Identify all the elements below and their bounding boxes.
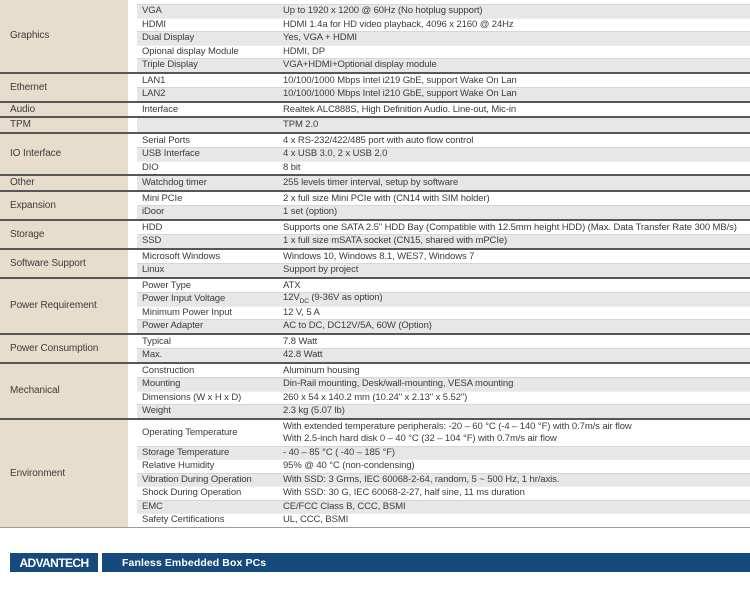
spec-value: 255 levels timer interval, setup by software [283, 177, 459, 189]
spec-value: $12V_{DC}$ (9-36V as option) [283, 292, 383, 306]
category-cell: Audio [0, 103, 128, 117]
advantech-logo [10, 553, 98, 572]
column-gap [128, 192, 137, 219]
spec-label: Opional display Module [142, 45, 239, 57]
category-cell: TPM [0, 118, 128, 132]
table-row [137, 118, 750, 132]
spec-section [0, 192, 750, 221]
spec-value: Aluminum housing [283, 364, 360, 376]
column-gap [128, 103, 137, 117]
spec-value: 7.8 Watt [283, 335, 318, 347]
table-row [137, 161, 750, 175]
spec-value: With SSD: 3 Grms, IEC 60068-2-64, random, 5 ~ 500 Hz, 1 hr/axis. [283, 473, 560, 485]
table-row [137, 319, 750, 333]
spec-label: LAN2 [142, 88, 166, 100]
spec-label: Watchdog timer [142, 177, 207, 189]
spec-value: Up to 1920 x 1200 @ 60Hz (No hotplug support) [283, 5, 483, 17]
spec-label: Serial Ports [142, 134, 190, 146]
category-cell: Environment [0, 420, 128, 527]
table-row [137, 404, 750, 418]
table-row [137, 134, 750, 148]
table-row [137, 306, 750, 320]
spec-value: CE/FCC Class B, CCC, BSMI [283, 500, 406, 512]
category-cell: Expansion [0, 192, 128, 219]
column-gap [128, 335, 137, 362]
table-row [137, 4, 750, 18]
category-cell: Mechanical [0, 364, 128, 418]
spec-label: Mini PCIe [142, 192, 183, 204]
spec-value: Support by project [283, 264, 359, 276]
spec-label: Mounting [142, 378, 181, 390]
spec-value: 42.8 Watt [283, 349, 323, 361]
column-gap [128, 279, 137, 333]
spec-section [0, 420, 750, 528]
column-gap [128, 134, 137, 175]
table-row [137, 335, 750, 349]
table-row [137, 279, 750, 293]
table-row [137, 221, 750, 235]
table-row [137, 31, 750, 45]
spec-section [0, 0, 750, 74]
column-gap [128, 0, 137, 72]
spec-label: USB Interface [142, 148, 200, 160]
spec-label: Dimensions (W x H x D) [142, 391, 242, 403]
spec-label: Interface [142, 103, 179, 115]
spec-label: Power Input Voltage [142, 293, 226, 305]
spec-value: 1 set (option) [283, 206, 338, 218]
spec-label: Storage Temperature [142, 446, 230, 458]
spec-section [0, 74, 750, 103]
spec-section [0, 250, 750, 279]
table-row [137, 391, 750, 405]
footer-title-bar [102, 553, 750, 572]
category-cell: Storage [0, 221, 128, 248]
spec-value: With SSD: 30 G, IEC 60068-2-27, half sine, 11 ms duration [283, 487, 525, 499]
spec-label: Typical [142, 335, 171, 347]
spec-label: Power Type [142, 279, 191, 291]
table-row [137, 74, 750, 88]
spec-value: With extended temperature peripherals: -20 – 60 °C (-4 – 140 °F) with 0.7m/s air flow With 2.5-inch hard disk 0 – 40 °C (32 – 104 °F) with 0.7m/s air flow [283, 421, 632, 444]
footer-bar [0, 553, 750, 572]
table-row [137, 446, 750, 460]
spec-value: Windows 10, Windows 8.1, WES7, Windows 7 [283, 250, 475, 262]
table-row [137, 459, 750, 473]
spec-section [0, 134, 750, 177]
spec-value: HDMI, DP [283, 45, 325, 57]
spec-label: DIO [142, 161, 159, 173]
table-row [137, 263, 750, 277]
spec-value: 95% @ 40 °C (non-condensing) [283, 460, 415, 472]
table-row [137, 348, 750, 362]
table-row [137, 87, 750, 101]
category-cell: Software Support [0, 250, 128, 277]
brand-text: ADVANTECH [19, 555, 89, 570]
spec-value: AC to DC, DC12V/5A, 60W (Option) [283, 320, 432, 332]
table-row [137, 473, 750, 487]
category-cell: Graphics [0, 0, 128, 72]
table-row [137, 500, 750, 514]
column-gap [128, 420, 137, 527]
category-cell: Other [0, 176, 128, 190]
spec-value: 2.3 kg (5.07 lb) [283, 405, 345, 417]
footer-title: Fanless Embedded Box PCs [122, 556, 267, 569]
spec-value: 12 V, 5 A [283, 306, 320, 318]
spec-label: Linux [142, 264, 165, 276]
table-row [137, 234, 750, 248]
spec-value: 1 x full size mSATA socket (CN15, shared with mPCIe) [283, 235, 508, 247]
column-gap [128, 118, 137, 132]
category-cell: Power Consumption [0, 335, 128, 362]
spec-label: LAN1 [142, 74, 166, 86]
spec-value: 10/100/1000 Mbps Intel i219 GbE, support Wake On Lan [283, 74, 517, 86]
spec-label: Power Adapter [142, 320, 204, 332]
spec-label: Shock During Operation [142, 487, 242, 499]
table-row [137, 513, 750, 527]
spec-value: Yes, VGA + HDMI [283, 32, 357, 44]
table-row [137, 486, 750, 500]
column-gap [128, 364, 137, 418]
spec-value: TPM 2.0 [283, 119, 319, 131]
spec-section [0, 335, 750, 364]
spec-label: Minimum Power Input [142, 306, 232, 318]
spec-value: Realtek ALC888S, High Definition Audio. Line-out, Mic-in [283, 103, 517, 115]
spec-value: 4 x USB 3.0, 2 x USB 2.0 [283, 148, 388, 160]
spec-label: Vibration During Operation [142, 473, 252, 485]
table-row [137, 364, 750, 378]
spec-label: EMC [142, 500, 163, 512]
table-row [137, 250, 750, 264]
spec-label: SSD [142, 235, 162, 247]
spec-label: Max. [142, 349, 163, 361]
spec-label: VGA [142, 5, 162, 17]
category-cell: Power Requirement [0, 279, 128, 333]
spec-value: 260 x 54 x 140.2 mm (10.24" x 2.13" x 5.52") [283, 391, 468, 403]
spec-section [0, 364, 750, 420]
table-row [137, 147, 750, 161]
spec-value: Supports one SATA 2.5" HDD Bay (Compatible with 12.5mm height HDD) (Max. Data Transfer Rate 300 MB/s) [283, 221, 737, 233]
spec-label: Triple Display [142, 59, 198, 71]
table-row [137, 377, 750, 391]
spec-value: 4 x RS-232/422/485 port with auto flow control [283, 134, 474, 146]
category-cell: IO Interface [0, 134, 128, 175]
spec-label: Construction [142, 364, 195, 376]
table-row [137, 176, 750, 190]
spec-value: - 40 – 85 °C ( -40 – 185 °F) [283, 446, 395, 458]
table-row [137, 420, 750, 446]
spec-value: 8 bit [283, 161, 301, 173]
column-gap [128, 221, 137, 248]
spec-label: HDD [142, 221, 163, 233]
spec-value: Din-Rail mounting, Desk/wall-mounting, VESA mounting [283, 378, 514, 390]
spec-label: Weight [142, 405, 171, 417]
spec-label: Microsoft Windows [142, 250, 221, 262]
spec-label: Operating Temperature [142, 427, 238, 438]
table-row [137, 103, 750, 117]
column-gap [128, 176, 137, 190]
spec-value: VGA+HDMI+Optional display module [283, 59, 437, 71]
spec-label: Relative Humidity [142, 460, 215, 472]
column-gap [128, 74, 137, 101]
spec-value: HDMI 1.4a for HD video playback, 4096 x 2160 @ 24Hz [283, 18, 514, 30]
spec-section [0, 103, 750, 119]
spec-label: iDoor [142, 206, 165, 218]
spec-label: HDMI [142, 18, 166, 30]
spec-label: Dual Display [142, 32, 195, 44]
table-row [137, 45, 750, 59]
spec-value: 10/100/1000 Mbps Intel i210 GbE, support Wake On Lan [283, 88, 517, 100]
table-row [137, 58, 750, 72]
spec-section [0, 176, 750, 192]
category-cell: Ethernet [0, 74, 128, 101]
table-row [137, 205, 750, 219]
table-row [137, 192, 750, 206]
column-gap [128, 250, 137, 277]
spec-value: UL, CCC, BSMI [283, 514, 349, 526]
spec-label: Safety Certifications [142, 514, 225, 526]
table-row [137, 18, 750, 32]
spec-value: 2 x full size Mini PCIe with (CN14 with SIM holder) [283, 192, 490, 204]
spec-value: ATX [283, 279, 301, 291]
spec-section [0, 118, 750, 134]
spec-section [0, 279, 750, 335]
table-row [137, 292, 750, 306]
spec-section [0, 221, 750, 250]
